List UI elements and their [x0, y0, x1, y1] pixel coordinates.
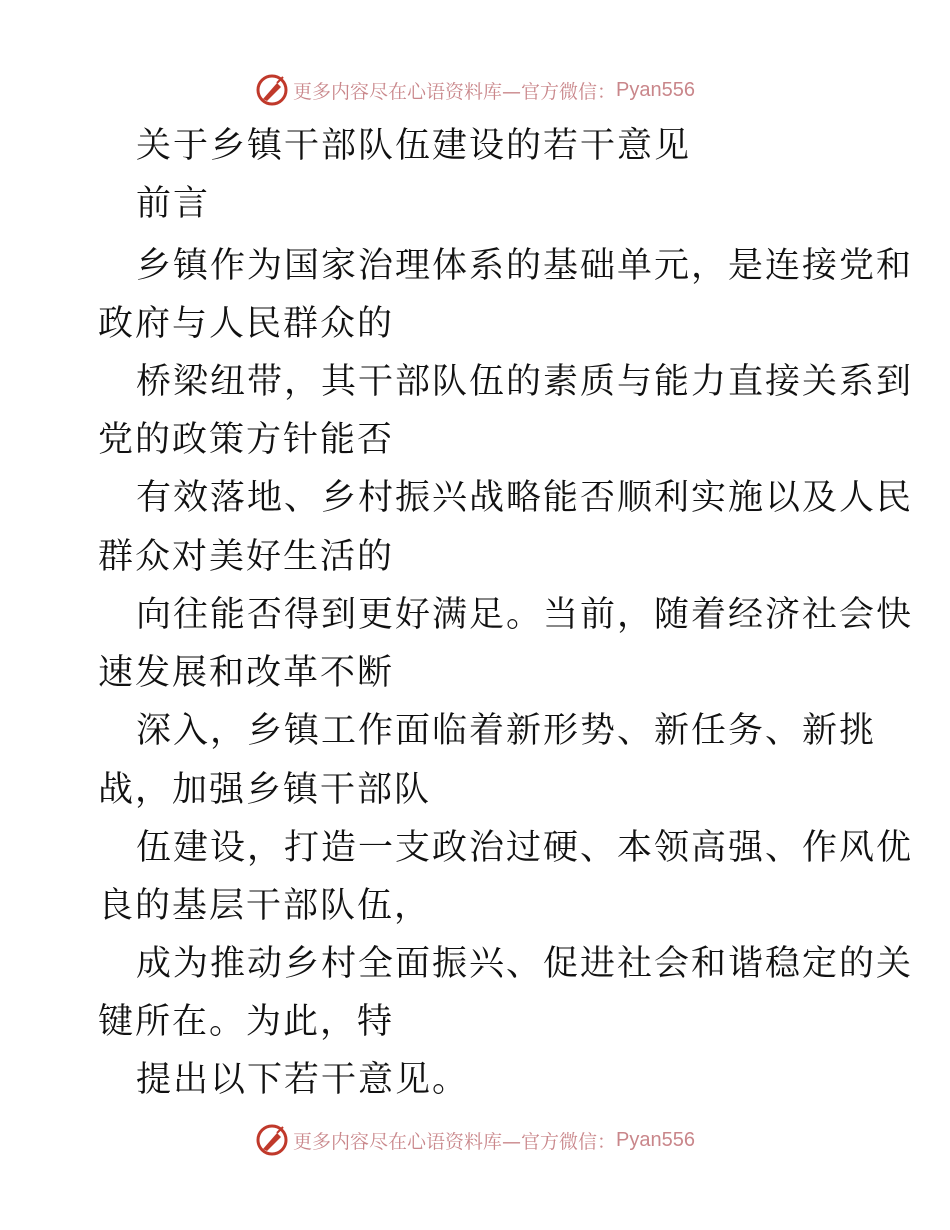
- footer-banner: [0, 1120, 950, 1160]
- paragraph-line: 伍建设，打造一支政治过硬、本领高强、作风优: [136, 828, 914, 868]
- paragraph-line: 深入，乡镇工作面临着新形势、新任务、新挑: [136, 711, 877, 751]
- paragraph-line: 键所在。为此，特: [98, 1002, 395, 1042]
- paragraph-line: 成为推动乡村全面振兴、促进社会和谐稳定的关: [136, 944, 914, 984]
- banner-wechat-id: Pyan556: [616, 78, 695, 101]
- document-title: 关于乡镇干部队伍建设的若干意见: [136, 126, 692, 166]
- header-banner: [0, 70, 950, 110]
- paragraph-line: 战，加强乡镇干部队: [98, 770, 432, 810]
- paragraph-line: 乡镇作为国家治理体系的基础单元，是连接党和: [136, 246, 914, 286]
- paragraph-line: 良的基层干部队伍，: [98, 886, 432, 926]
- paragraph-line: 速发展和改革不断: [98, 653, 395, 693]
- pen-seal-icon: [255, 73, 289, 107]
- banner-wechat-id: Pyan556: [616, 1128, 695, 1151]
- banner-text: 更多内容尽在心语资料库—官方微信：: [293, 80, 617, 103]
- paragraph-line: 党的政策方针能否: [98, 420, 395, 460]
- paragraph-line: 群众对美好生活的: [98, 537, 395, 577]
- banner-text: 更多内容尽在心语资料库—官方微信：: [293, 1130, 617, 1153]
- paragraph-line: 有效落地、乡村振兴战略能否顺利实施以及人民: [136, 478, 914, 518]
- paragraph-line: 提出以下若干意见。: [136, 1060, 470, 1100]
- paragraph-line: 向往能否得到更好满足。当前，随着经济社会快: [136, 595, 914, 635]
- paragraph-line: 政府与人民群众的: [98, 304, 395, 344]
- paragraph-line: 桥梁纽带，其干部队伍的素质与能力直接关系到: [136, 362, 914, 402]
- section-heading: 前言: [136, 184, 211, 224]
- pen-seal-icon: [255, 1123, 289, 1157]
